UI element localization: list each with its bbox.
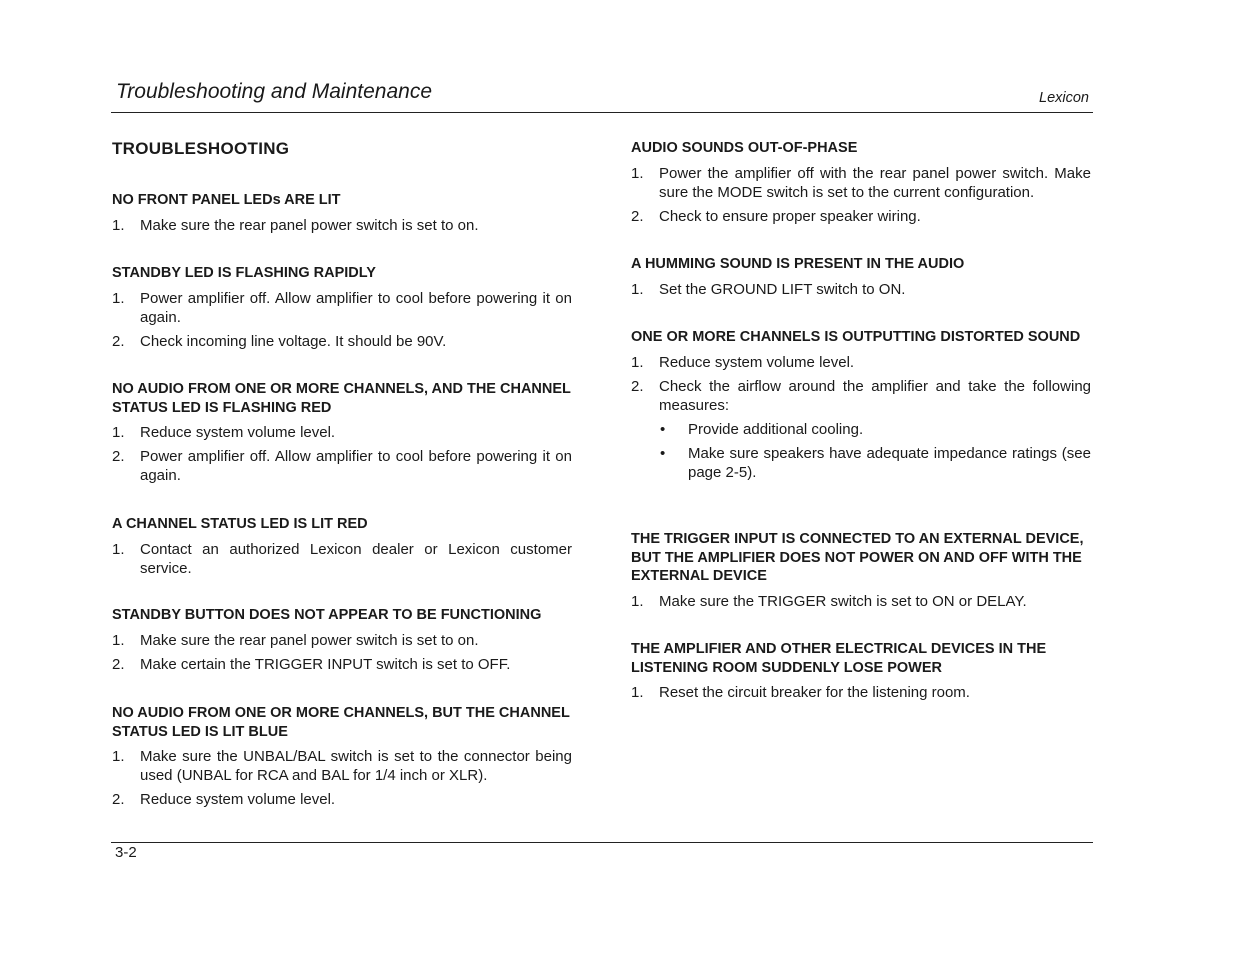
list-item [631, 164, 1091, 202]
numbered-list [631, 280, 1091, 299]
numbered-list [112, 747, 572, 809]
item-number: 1. [631, 353, 644, 371]
block-channel-led-red [112, 515, 572, 583]
item-text: Make sure the rear panel power switch is set to on. [140, 216, 479, 234]
block-standby-led-flashing [112, 264, 572, 356]
list-item [631, 683, 1091, 702]
block-heading: ONE OR MORE CHANNELS IS OUTPUTTING DISTORTED SOUND [631, 329, 1081, 345]
item-text: Make sure the UNBAL/BAL switch is set to the connector being used (UNBAL for RCA and BAL for 1/4 inch or XLR). [140, 748, 572, 784]
list-item [631, 207, 1091, 226]
item-text: Reduce system volume level. [659, 353, 855, 371]
bullet-icon: • [660, 444, 666, 462]
bullet-item [659, 444, 1091, 482]
block-lose-power [631, 640, 1091, 707]
list-item [112, 747, 572, 785]
item-number: 1. [112, 631, 125, 649]
item-text: Check to ensure proper speaker wiring. [659, 207, 921, 225]
item-text: Reset the circuit breaker for the listening room. [659, 684, 970, 701]
numbered-list [112, 631, 572, 674]
page-number: 3-2 [115, 844, 137, 861]
item-number: 2. [631, 207, 644, 225]
block-no-audio-flashing-red [112, 380, 572, 490]
item-number: 1. [112, 424, 125, 441]
bullet-item [659, 420, 1091, 439]
numbered-list [112, 289, 572, 351]
item-text: Power amplifier off. Allow amplifier to cool before powering it on again. [140, 289, 572, 326]
item-text: Set the GROUND LIFT switch to ON. [659, 280, 906, 298]
item-text: Check incoming line voltage. It should be 90V. [140, 332, 447, 350]
item-number: 1. [631, 280, 644, 298]
list-item [631, 353, 1091, 372]
item-number: 1. [631, 592, 644, 610]
numbered-list [631, 592, 1091, 611]
list-item [112, 655, 572, 674]
numbered-list [112, 540, 572, 578]
bullet-list [659, 420, 1091, 482]
block-trigger-input [631, 530, 1091, 616]
section-troubleshooting-title [112, 139, 572, 159]
item-text: Reduce system volume level. [140, 424, 336, 441]
item-number: 2. [112, 655, 125, 673]
item-text: Make certain the TRIGGER INPUT switch is set to OFF. [140, 655, 511, 673]
block-out-of-phase [631, 139, 1091, 231]
item-number: 2. [112, 448, 125, 465]
section-title: TROUBLESHOOTING [112, 139, 290, 158]
block-no-audio-lit-blue [112, 704, 572, 814]
bullet-icon: • [660, 420, 666, 438]
list-item [112, 790, 572, 809]
block-heading: THE AMPLIFIER AND OTHER ELECTRICAL DEVICES IN THE LISTENING ROOM SUDDENLY LOSE POWER [631, 641, 1047, 676]
block-heading: THE TRIGGER INPUT IS CONNECTED TO AN EXTERNAL DEVICE, BUT THE AMPLIFIER DOES NOT POWER ON AND OFF WITH THE EXTERNAL DEVICE [631, 531, 1084, 584]
item-number: 1. [112, 289, 125, 307]
item-text: Make sure speakers have adequate impedance ratings (see page 2-5). [688, 444, 1091, 481]
brand-name: Lexicon [1039, 90, 1089, 106]
page-header-title: Troubleshooting and Maintenance [116, 80, 432, 103]
item-number: 1. [112, 216, 125, 234]
block-humming [631, 255, 1091, 304]
list-item [112, 216, 572, 235]
item-number: 2. [112, 332, 125, 350]
numbered-list [631, 164, 1091, 226]
item-number: 1. [112, 748, 125, 765]
item-text: Check the airflow around the amplifier and take the following measures: [659, 377, 1091, 414]
item-text: Power the amplifier off with the rear panel power switch. Make sure the MODE switch is set to the current configuration. [659, 164, 1091, 201]
item-number: 1. [631, 684, 644, 701]
item-number: 1. [631, 164, 644, 182]
list-item [112, 631, 572, 650]
numbered-list [631, 353, 1091, 482]
block-standby-button [112, 606, 572, 679]
item-text: Power amplifier off. Allow amplifier to cool before powering it on again. [140, 448, 572, 484]
block-heading: NO AUDIO FROM ONE OR MORE CHANNELS, BUT THE CHANNEL STATUS LED IS LIT BLUE [112, 705, 570, 740]
block-heading: NO AUDIO FROM ONE OR MORE CHANNELS, AND THE CHANNEL STATUS LED IS FLASHING RED [112, 381, 571, 416]
block-heading: A CHANNEL STATUS LED IS LIT RED [112, 516, 368, 532]
list-item [112, 332, 572, 351]
list-item [631, 280, 1091, 299]
item-number: 2. [112, 791, 125, 808]
block-heading: A HUMMING SOUND IS PRESENT IN THE AUDIO [631, 256, 965, 272]
item-text: Contact an authorized Lexicon dealer or Lexicon customer service. [140, 540, 572, 577]
footer-rule [111, 842, 1093, 843]
item-number: 1. [112, 540, 125, 558]
item-number: 2. [631, 377, 644, 395]
block-heading: STANDBY LED IS FLASHING RAPIDLY [112, 265, 376, 281]
item-text: Reduce system volume level. [140, 791, 336, 808]
numbered-list [112, 423, 572, 485]
block-distorted-sound [631, 328, 1091, 487]
item-text: Make sure the TRIGGER switch is set to ON or DELAY. [659, 592, 1027, 610]
list-item [112, 447, 572, 485]
block-heading: AUDIO SOUNDS OUT-OF-PHASE [631, 140, 858, 156]
block-heading: NO FRONT PANEL LEDs ARE LIT [112, 192, 341, 208]
item-text: Make sure the rear panel power switch is set to on. [140, 631, 479, 649]
list-item [112, 289, 572, 327]
block-no-front-panel-leds [112, 191, 572, 240]
list-item [112, 540, 572, 578]
header-rule [111, 112, 1093, 113]
block-heading: STANDBY BUTTON DOES NOT APPEAR TO BE FUNCTIONING [112, 607, 542, 623]
list-item [631, 592, 1091, 611]
list-item [631, 377, 1091, 415]
item-text: Provide additional cooling. [688, 420, 864, 438]
numbered-list [112, 216, 572, 235]
list-item [112, 423, 572, 442]
numbered-list [631, 683, 1091, 702]
